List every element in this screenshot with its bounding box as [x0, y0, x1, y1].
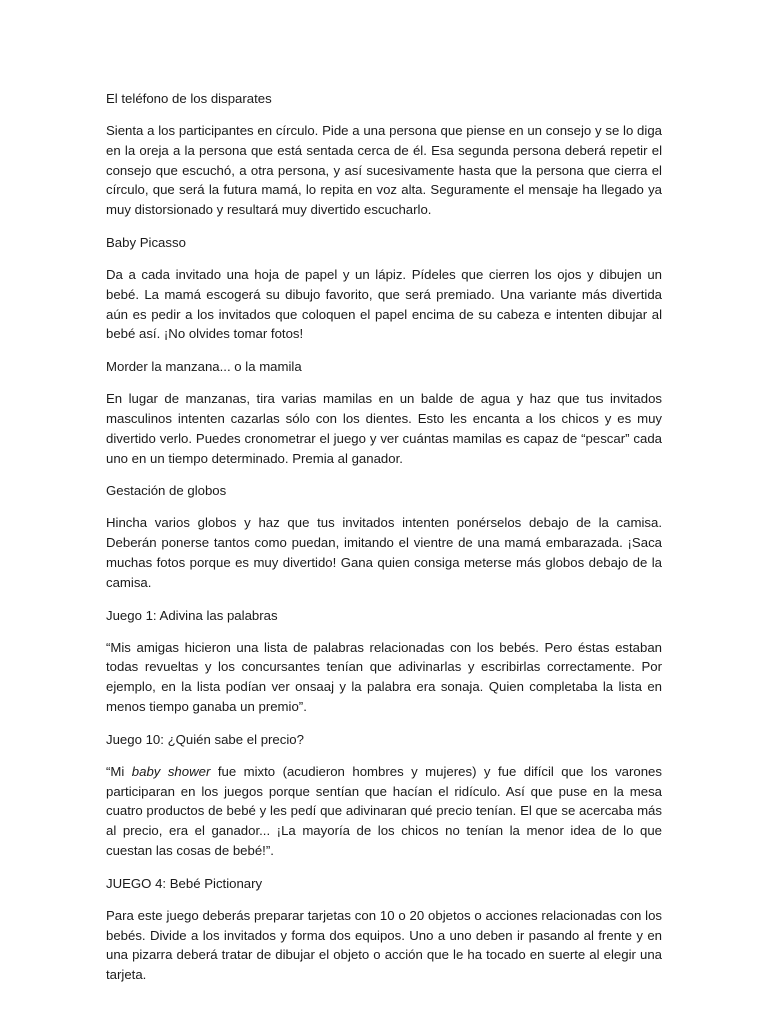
section-heading: Juego 1: Adivina las palabras	[106, 607, 278, 623]
section-quien-sabe-precio	[106, 730, 662, 861]
section-baby-picasso	[106, 233, 662, 344]
section-paragraph: Da a cada invitado una hoja de papel y un lápiz. Pídeles que cierren los ojos y dibujen un bebé. La mamá escogerá su dibujo favorito, que será premiado. Una variante más divertida aún es pedir a los invitados que coloquen el papel encima de su cabeza e intenten dibujar al bebé así. ¡No olvides tomar fotos!	[106, 266, 662, 342]
section-heading: Juego 10: ¿Quién sabe el precio?	[106, 731, 304, 747]
section-paragraph	[106, 762, 662, 861]
section-heading: Gestación de globos	[106, 483, 227, 499]
section-bebe-pictionary	[106, 874, 662, 985]
section-heading: El teléfono de los disparates	[106, 91, 272, 106]
section-paragraph: Para este juego deberás preparar tarjetas con 10 o 20 objetos o acciones relacionadas con los bebés. Divide a los invitados y forma dos equipos. Uno a uno deben ir pasando al frente y en una pizarra deberá tratar de dibujar el objeto o acción que le ha tocado en suerte al elegir una tarjeta.	[106, 907, 662, 983]
section-paragraph: Sienta a los participantes en círculo. Pide a una persona que piense en un consejo y se lo diga en la oreja a la persona que está sentada cerca de él. Esa segunda persona deberá repetir el consejo que escuchó, a otra persona, y así sucesivamente hasta que la persona que cierra el círculo, que será la futura mamá, lo repita en voz alta. Seguramente el mensaje ha llegado ya muy distorsionado y resultará muy divertido escucharlo.	[106, 123, 662, 218]
section-morder-manzana	[106, 357, 662, 468]
section-heading: Morder la manzana... o la mamila	[106, 359, 302, 375]
paragraph-text-emphasis: baby shower	[131, 763, 211, 779]
document-body	[106, 89, 662, 998]
section-gestacion-globos	[106, 481, 662, 592]
section-heading: JUEGO 4: Bebé Pictionary	[106, 875, 263, 891]
section-telefono	[106, 89, 662, 220]
paragraph-text-start: “Mi	[106, 763, 132, 779]
section-heading: Baby Picasso	[106, 234, 186, 250]
section-paragraph: “Mis amigas hicieron una lista de palabras relacionadas con los bebés. Pero éstas estaban todas revueltas y los concursantes tenían que adivinarlas y escribirlas correctamente. Por ejemplo, en la lista podían ver onsaaj y la palabra era sonaja. Quien completaba la lista en menos tiempo ganaba un premio”.	[106, 639, 662, 714]
section-paragraph: Hincha varios globos y haz que tus invitados intenten ponérselos debajo de la camisa. Deberán ponerse tantos como puedan, imitando el vientre de una mamá embarazada. ¡Saca muchas fotos porque es muy divertido! Gana quien consiga meterse más globos debajo de la camisa.	[106, 515, 662, 590]
section-adivina-palabras	[106, 606, 662, 717]
section-paragraph: En lugar de manzanas, tira varias mamilas en un balde de agua y haz que tus invitados masculinos intenten cazarlas sólo con los dientes. Esto les encanta a los chicos y es muy divertido verlo. Puedes cronometrar el juego y ver cuántas mamilas es capaz de “pescar” cada uno en un tiempo determinado. Premia al ganador.	[106, 391, 662, 466]
paragraph-text-end: fue mixto (acudieron hombres y mujeres) y fue difícil que los varones participaran en los juegos porque sentían que hacían el ridículo. Así que puse en la mesa cuatro productos de bebé y les pedí que adivinaran qué precio tenían. El que se acercaba más al precio, era el ganador... ¡La mayoría de los chicos no tenían la menor idea de lo que cuestan las cosas de bebé!”.	[106, 763, 662, 858]
